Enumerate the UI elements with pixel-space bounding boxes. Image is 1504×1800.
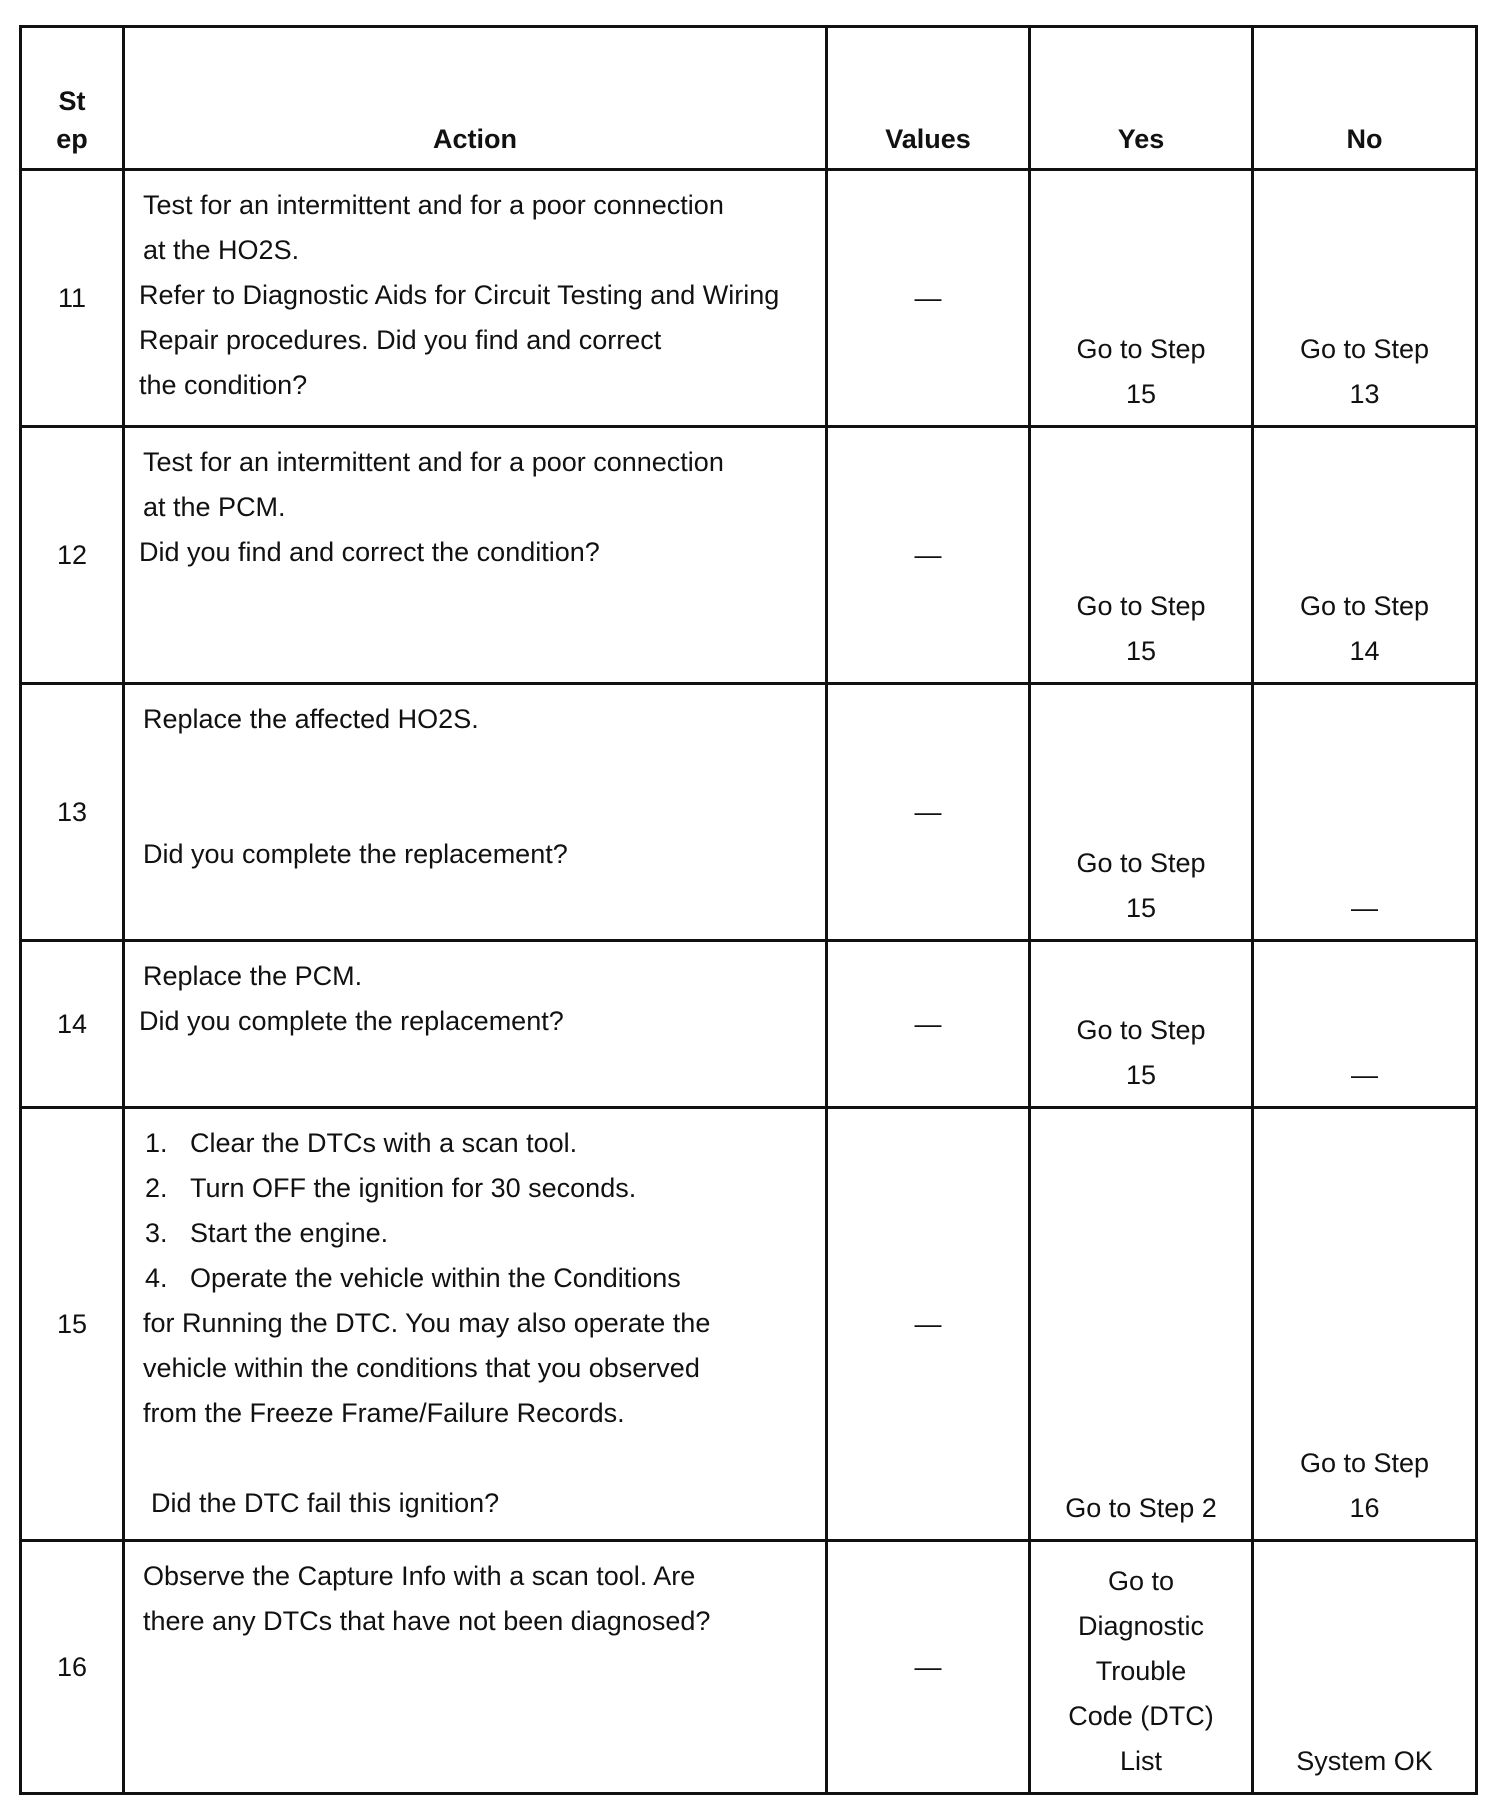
action-cell [124,1541,827,1794]
no-cell [1253,1541,1477,1794]
yes-cell [1030,427,1253,684]
action-text: Did you find and correct the condition? [139,537,600,567]
list-item [139,1121,805,1166]
list-text: Turn OFF the ignition for 30 seconds. [190,1173,637,1203]
step-number: 12 [21,427,124,684]
values-cell: — [827,684,1030,941]
values-cell: — [827,427,1030,684]
list-number: 2. [145,1173,168,1203]
action-text: from the Freeze Frame/Failure Records. [143,1398,625,1428]
list-number: 1. [145,1128,168,1158]
no-cell [1253,427,1477,684]
action-cell [124,1108,827,1541]
no-cell [1253,941,1477,1108]
spacer [139,742,805,832]
yes-text: Go to Step 15 [1076,848,1206,923]
values-cell: — [827,1108,1030,1541]
yes-cell [1030,684,1253,941]
values-cell: — [827,170,1030,427]
values-cell: — [827,941,1030,1108]
action-text: there any DTCs that have not been diagnosed? [143,1606,711,1636]
yes-cell [1030,170,1253,427]
header-step: St ep [21,27,124,170]
action-cell [124,427,827,684]
yes-cell [1030,1108,1253,1541]
no-text: — [1351,893,1378,923]
yes-text: Go to Diagnostic Trouble Code (DTC) List [1068,1566,1214,1776]
action-cell [124,170,827,427]
action-cell [124,941,827,1108]
list-text: Start the engine. [190,1218,389,1248]
list-item [139,1211,805,1256]
list-number: 4. [145,1263,168,1293]
action-text: Repair procedures. Did you find and correct [139,325,662,355]
action-text: vehicle within the conditions that you observed [143,1353,700,1383]
action-text: Replace the affected HO2S. [143,704,479,734]
list-text: Clear the DTCs with a scan tool. [190,1128,578,1158]
table-row [21,684,1477,941]
yes-cell [1030,941,1253,1108]
no-text: Go to Step 16 [1299,1448,1430,1523]
action-text: at the PCM. [143,492,286,522]
action-text: Replace the PCM. [143,961,363,991]
action-cell [124,684,827,941]
header-action: Action [124,27,827,170]
no-text: Go to Step 13 [1299,334,1430,409]
table-row [21,941,1477,1108]
no-cell [1253,684,1477,941]
spacer [139,1436,805,1481]
values-cell: — [827,1541,1030,1794]
step-number: 14 [21,941,124,1108]
list-item [139,1256,805,1301]
table-row [21,170,1477,427]
no-text: System OK [1296,1746,1433,1776]
action-text: Did you complete the replacement? [143,839,568,869]
yes-text: Go to Step 2 [1065,1493,1217,1523]
action-text: Did the DTC fail this ignition? [151,1488,500,1518]
yes-cell [1030,1541,1253,1794]
action-text: at the HO2S. [143,235,300,265]
no-cell [1253,170,1477,427]
action-text: Test for an intermittent and for a poor connection [143,447,724,477]
header-row [21,27,1477,170]
yes-text: Go to Step 15 [1076,334,1206,409]
list-text: Operate the vehicle within the Conditions [190,1263,681,1293]
no-cell [1253,1108,1477,1541]
yes-text: Go to Step 15 [1076,591,1206,666]
no-text: Go to Step 14 [1299,591,1430,666]
list-number: 3. [145,1218,168,1248]
header-yes: Yes [1030,27,1253,170]
action-text: Observe the Capture Info with a scan tool. Are [143,1561,696,1591]
list-item [139,1166,805,1211]
action-text: for Running the DTC. You may also operate the [143,1308,711,1338]
action-text: Did you complete the replacement? [139,1006,564,1036]
table-row [21,1108,1477,1541]
step-number: 15 [21,1108,124,1541]
step-number: 13 [21,684,124,941]
no-text: — [1351,1060,1378,1090]
yes-text: Go to Step 15 [1076,1015,1206,1090]
action-text: Refer to Diagnostic Aids for Circuit Testing and Wiring [139,280,780,310]
step-number: 16 [21,1541,124,1794]
header-values: Values [827,27,1030,170]
table-row [21,1541,1477,1794]
action-text: Test for an intermittent and for a poor connection [143,190,724,220]
action-text: the condition? [139,370,308,400]
step-number: 11 [21,170,124,427]
diagnostic-table [19,25,1478,1795]
header-no: No [1253,27,1477,170]
table-row [21,427,1477,684]
